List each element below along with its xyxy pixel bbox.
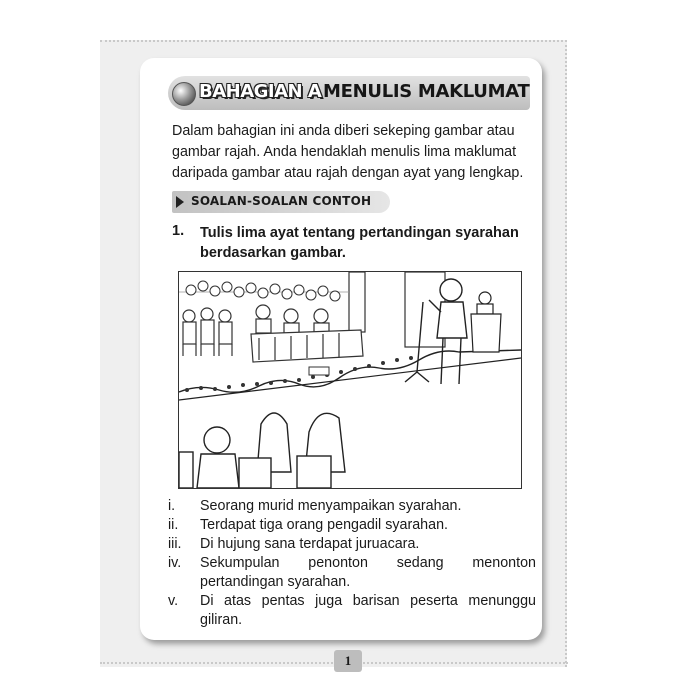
answer-number: i.	[168, 498, 176, 514]
answer-text: Di atas pentas juga barisan peserta menunggu giliran.	[200, 593, 536, 628]
list-item	[168, 497, 536, 516]
speech-contest-illustration	[178, 271, 522, 489]
answer-text: Seorang murid menyampaikan syarahan.	[200, 498, 462, 514]
answer-list	[168, 497, 536, 630]
arrow-right-icon	[176, 196, 184, 208]
page-number: 1	[334, 650, 362, 672]
list-item	[168, 535, 536, 554]
answer-text: Di hujung sana terdapat juruacara.	[200, 536, 420, 552]
list-item	[168, 554, 536, 592]
list-item	[168, 592, 536, 630]
list-item	[168, 516, 536, 535]
examples-label: SOALAN-SOALAN CONTOH	[191, 194, 372, 208]
answer-text: Sekumpulan penonton sedang menonton pertandingan syarahan.	[200, 555, 536, 590]
intro-paragraph: Dalam bahagian ini anda diberi sekeping gambar atau gambar rajah. Anda hendaklah menulis lima maklumat daripada gambar atau rajah dengan ayat yang lengkap.	[172, 123, 524, 181]
section-title: MENULIS MAKLUMAT	[323, 81, 530, 102]
answer-number: v.	[168, 593, 179, 609]
section-label: BAHAGIAN A	[199, 81, 322, 102]
question-text: Tulis lima ayat tentang pertandingan syarahan berdasarkan gambar.	[200, 225, 519, 261]
answer-number: ii.	[168, 517, 179, 533]
illustration-drawing	[179, 272, 521, 488]
question-number: 1.	[172, 223, 185, 239]
answer-number: iv.	[168, 555, 182, 571]
answer-number: iii.	[168, 536, 182, 552]
answer-text: Terdapat tiga orang pengadil syarahan.	[200, 517, 448, 533]
ball-bullet-icon	[172, 82, 196, 106]
